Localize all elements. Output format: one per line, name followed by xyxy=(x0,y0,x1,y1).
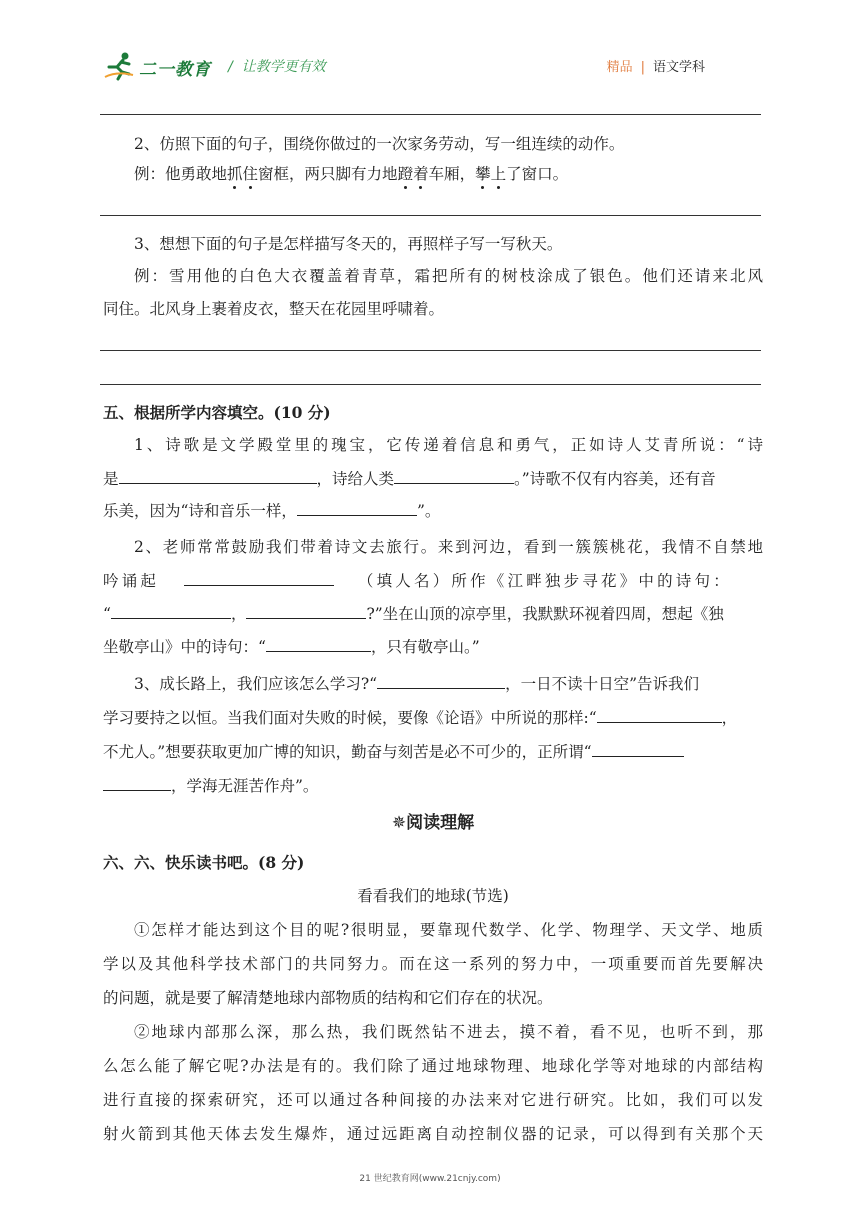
page-header xyxy=(103,48,763,84)
para1-line2: 学以及其他科学技术部门的共同努力。而在这一系列的努力中，一项重要而首先要解决 xyxy=(103,955,763,973)
s5-p2-line1: 2、老师常常鼓励我们带着诗文去旅行。来到河边，看到一簇簇桃花，我情不自禁地 xyxy=(134,538,763,556)
fill-blank[interactable] xyxy=(394,468,514,484)
s5-p1-line3: 乐美，因为“诗和音乐一样， ”。 xyxy=(103,502,441,520)
s5-p1-line1: 1、诗歌是文学殿堂里的瑰宝，它传递着信息和勇气，正如诗人艾青所说：“诗 xyxy=(134,436,763,454)
page-footer: 21 世纪教育网(www.21cnjy.com) xyxy=(359,1174,501,1184)
para2-line2: 么怎么能了解它呢?办法是有的。我们除了通过地球物理、地球化学等对地球的内部结构 xyxy=(103,1057,763,1075)
article-title: 看看我们的地球(节选) xyxy=(357,887,509,905)
fill-blank[interactable] xyxy=(297,500,417,516)
answer-line xyxy=(100,215,761,216)
para1-line3: 的问题，就是要了解清楚地球内部物质的结构和它们存在的状况。 xyxy=(103,989,553,1007)
reading-heading: ✵阅读理解 xyxy=(391,813,475,833)
header-separator: | xyxy=(640,60,645,75)
fill-blank[interactable] xyxy=(592,741,684,757)
fill-blank[interactable] xyxy=(597,707,722,723)
q2-example: 例：他勇敢地抓住窗框，两只脚有力地蹬着车厢，攀上了窗口。 xyxy=(134,165,569,183)
s5-p2-line3: “ ， ?”坐在山顶的凉亭里，我默默环视着四周，想起《独 xyxy=(103,605,724,623)
para2-line3: 进行直接的探索研究，还可以通过各种间接的办法来对它进行研究。比如，我们可以发 xyxy=(103,1091,763,1109)
runner-logo-icon xyxy=(103,51,137,81)
slogan: / 让教学更有效 xyxy=(228,59,326,75)
header-right xyxy=(607,56,705,75)
q3-example-line1: 例：雪用他的白色大衣覆盖着青草，霜把所有的树枝涂成了银色。他们还请来北风 xyxy=(134,267,763,285)
logo-text: 二一教育 xyxy=(139,60,211,80)
logo xyxy=(103,51,243,81)
fill-blank[interactable] xyxy=(119,468,317,484)
s5-p1-line2: 是 ，诗给人类 。”诗歌不仅有内容美，还有音 xyxy=(103,470,716,488)
section5-title: 五、根据所学内容填空。(10 分) xyxy=(103,403,331,422)
q3-prompt: 3、想想下面的句子是怎样描写冬天的，再照样子写一写秋天。 xyxy=(134,235,563,253)
s5-p2-line4: 坐敬亭山》中的诗句：“ ，只有敬亭山。” xyxy=(103,638,480,656)
premium-badge: 精品 xyxy=(606,60,633,75)
fill-blank[interactable] xyxy=(377,673,505,689)
s5-p3-line2: 学习要持之以恒。当我们面对失败的时候，要像《论语》中所说的那样:“ ， xyxy=(103,709,738,727)
section6-title: 六、六、快乐读书吧。(8 分) xyxy=(103,853,305,872)
para1-line1: ①怎样才能达到这个目的呢?很明显，要靠现代数学、化学、物理学、天文学、地质 xyxy=(134,921,763,939)
answer-line xyxy=(100,114,761,115)
fill-blank[interactable] xyxy=(103,775,171,791)
s5-p2-line2: 吟诵起 （填人名）所作《江畔独步寻花》中的诗句： xyxy=(103,572,732,590)
fill-blank[interactable] xyxy=(184,570,334,586)
subject-label: 语文学科 xyxy=(652,60,705,75)
para2-line4: 射火箭到其他天体去发生爆炸，通过远距离自动控制仪器的记录，可以得到有关那个天 xyxy=(103,1125,763,1143)
fill-blank[interactable] xyxy=(266,636,371,652)
fill-blank[interactable] xyxy=(246,603,366,619)
s5-p3-line1: 3、成长路上，我们应该怎么学习?“ ，一日不读十日空”告诉我们 xyxy=(134,675,700,693)
para2-line1: ②地球内部那么深，那么热，我们既然钻不进去，摸不着，看不见，也听不到，那 xyxy=(134,1023,763,1041)
s5-p3-line4: ，学海无涯苦作舟”。 xyxy=(103,775,763,796)
s5-p3-line3: 不尤人。”想要获取更加广博的知识，勤奋与刻苦是必不可少的，正所谓“ xyxy=(103,741,763,762)
q3-example-line2: 同住。北风身上裹着皮衣，整天在花园里呼啸着。 xyxy=(103,300,445,318)
answer-line xyxy=(100,350,761,351)
fill-blank[interactable] xyxy=(111,603,231,619)
answer-line xyxy=(100,384,761,385)
q2-prompt: 2、仿照下面的句子，围绕你做过的一次家务劳动，写一组连续的动作。 xyxy=(134,135,625,153)
